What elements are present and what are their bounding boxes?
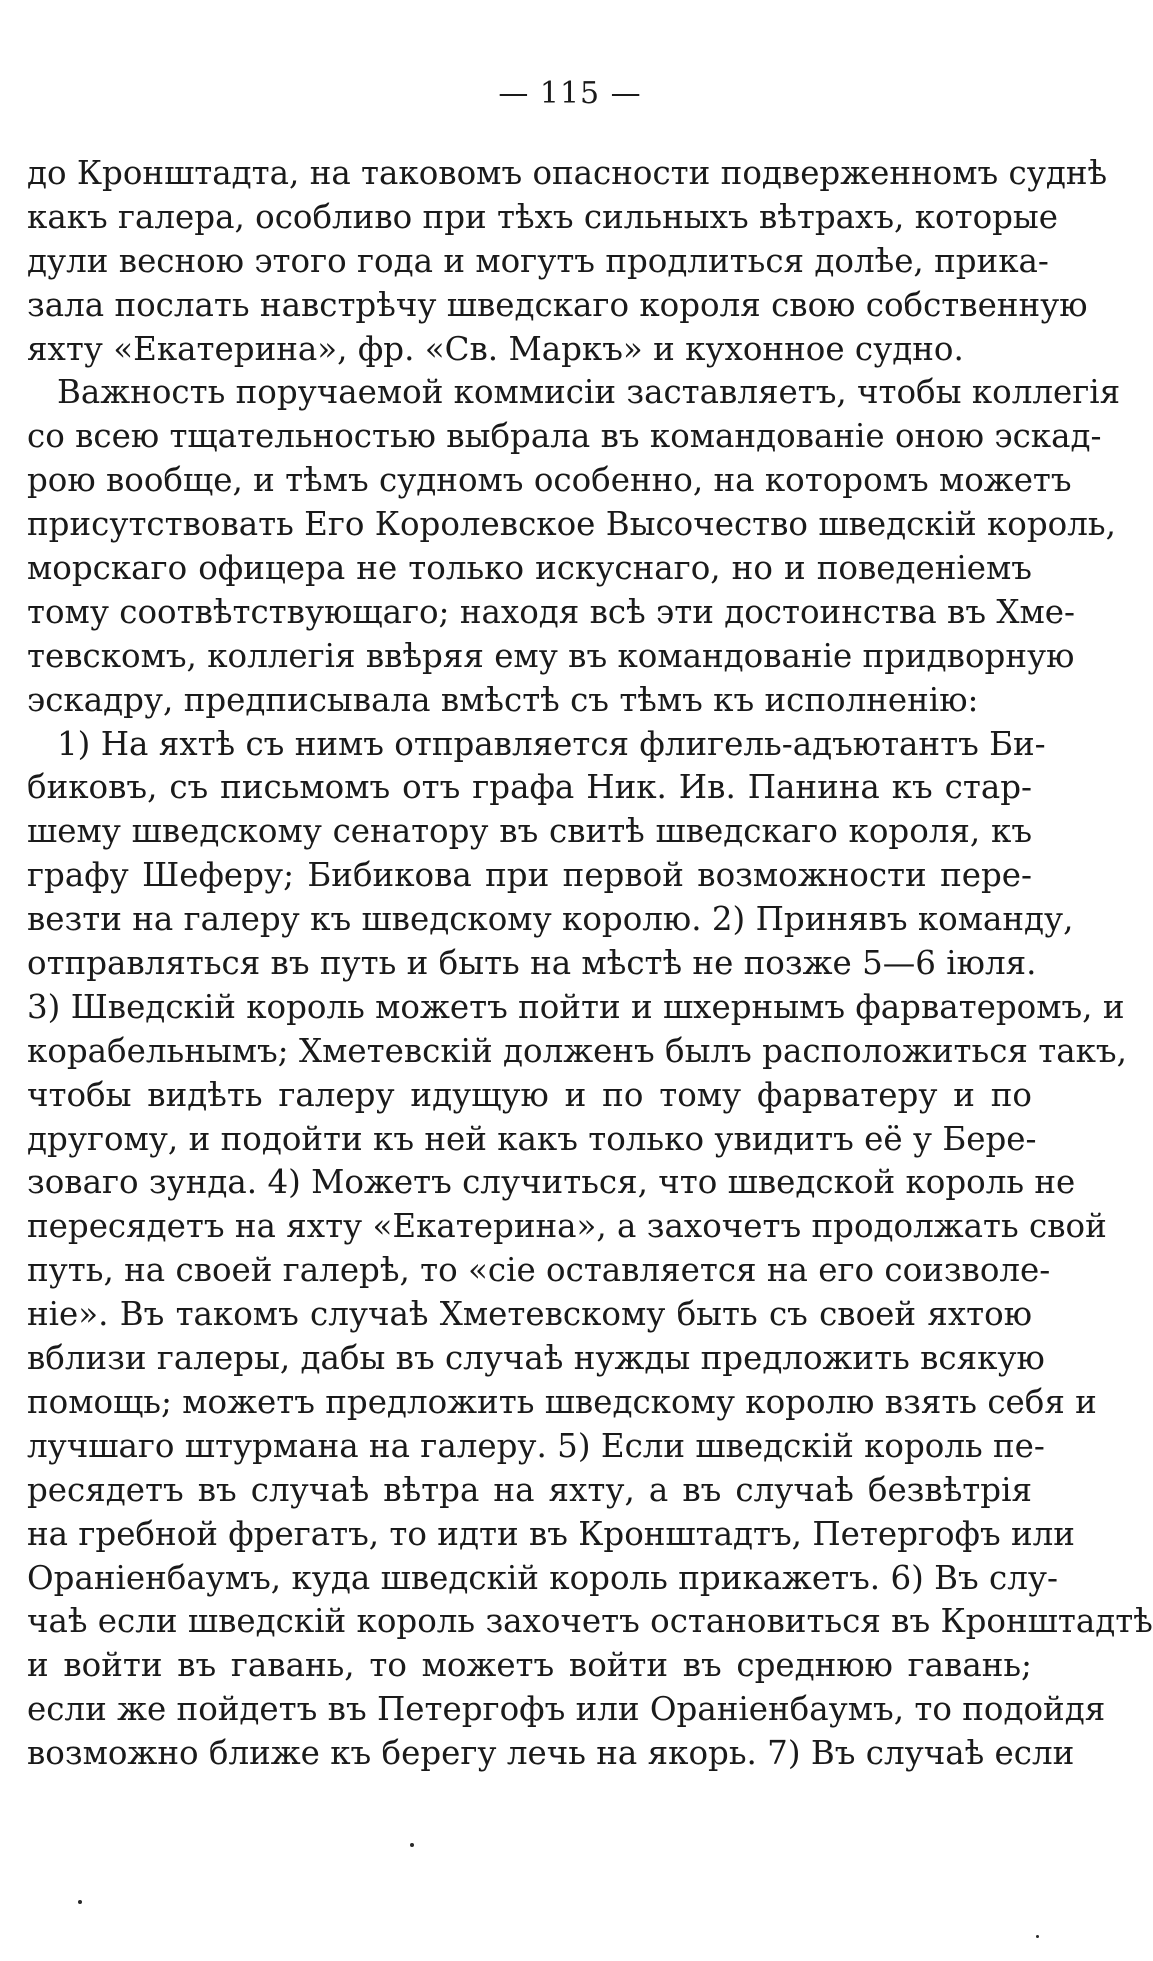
text-line: ніе». Въ такомъ случаѣ Хметевскому быть съ своей яхтою: [27, 1295, 1032, 1334]
body-text: [27, 152, 1153, 1776]
text-line: путь, на своей галерѣ, то «сіе оставляется на его соизволе-: [27, 1251, 1051, 1290]
text-line: 1) На яхтѣ съ нимъ отправляется флигель-адъютантъ Би-: [57, 724, 1046, 763]
text-line: до Кронштадта, на таковомъ опасности подверженномъ суднѣ: [27, 154, 1108, 192]
text-line: чтобы видѣть галеру идущую и по тому фарватеру и по: [27, 1075, 1032, 1114]
text-line: эскадру, предписывала вмѣстѣ съ тѣмъ къ исполненію:: [27, 680, 979, 719]
text-line: ресядетъ въ случаѣ вѣтра на яхту, а въ случаѣ безвѣтрія: [27, 1470, 1032, 1509]
text-line: везти на галеру къ шведскому королю. 2) Принявъ команду,: [27, 900, 1074, 939]
text-line: тому соотвѣтствующаго; находя всѣ эти достоинства въ Хме-: [27, 592, 1075, 631]
text-line: зала послать навстрѣчу шведскаго короля свою собственную: [27, 285, 1088, 324]
text-line: зоваго зунда. 4) Можетъ случиться, что шведской король не: [27, 1163, 1076, 1202]
text-line: корабельнымъ; Хметевскій долженъ былъ расположиться такъ,: [27, 1031, 1127, 1070]
text-line: если же пойдетъ въ Петергофъ или Ораніенбаумъ, то подойдя: [27, 1690, 1106, 1729]
print-speck: [1036, 1935, 1039, 1938]
text-line: и войти въ гавань, то можетъ войти въ среднюю гавань;: [27, 1646, 1032, 1685]
text-line: дули весною этого года и могутъ продлиться долѣе, прика-: [27, 241, 1049, 280]
text-line: отправляться въ путь и быть на мѣстѣ не позже 5—6 іюля.: [27, 944, 1037, 983]
text-line: биковъ, съ письмомъ отъ графа Ник. Ив. Панина къ стар-: [27, 768, 1032, 807]
text-line: со всею тщательностью выбрала въ командованіе оною эскад-: [27, 417, 1102, 456]
print-speck: [410, 1843, 414, 1847]
text-line: возможно ближе къ берегу лечь на якорь. 7) Въ случаѣ если: [27, 1734, 1075, 1773]
text-line: морскаго офицера не только искуснаго, но и поведеніемъ: [27, 549, 1032, 588]
text-line: какъ галера, особливо при тѣхъ сильныхъ вѣтрахъ, которые: [27, 197, 1059, 236]
text-line: вблизи галеры, дабы въ случаѣ нужды предложить всякую: [27, 1339, 1045, 1378]
text-line: другому, и подойти къ ней какъ только увидитъ её у Бере-: [27, 1119, 1037, 1158]
text-line: присутствовать Его Королевское Высочество шведскій король,: [27, 505, 1116, 544]
text-line: на гребной фрегатъ, то идти въ Кронштадтъ, Петергофъ или: [27, 1514, 1075, 1553]
text-line: лучшаго штурмана на галеру. 5) Если шведскій король пе-: [27, 1426, 1045, 1465]
text-line: 3) Шведскій король можетъ пойти и шхернымъ фарватеромъ, и: [27, 987, 1125, 1026]
print-speck: [78, 1900, 82, 1904]
text-line: тевскомъ, коллегія ввѣряя ему въ командованіе придворную: [27, 636, 1075, 675]
text-line: яхту «Екатерина», фр. «Св. Маркъ» и кухонное судно.: [27, 329, 964, 368]
text-line: шему шведскому сенатору въ свитѣ шведскаго короля, къ: [27, 812, 1032, 851]
text-line: пересядетъ на яхту «Екатерина», а захочетъ продолжать свой: [27, 1207, 1107, 1246]
text-line: помощь; можетъ предложить шведскому королю взять себя и: [27, 1382, 1097, 1421]
text-line: чаѣ если шведскій король захочетъ остановиться въ Кронштадтѣ: [27, 1602, 1153, 1641]
text-line: рою вообще, и тѣмъ судномъ особенно, на которомъ можетъ: [27, 461, 1072, 500]
text-line: графу Шеферу; Бибикова при первой возможности пере-: [27, 856, 1032, 895]
page-number: — 115 —: [498, 76, 642, 111]
text-line: Важность поручаемой коммисіи заставляетъ, чтобы коллегія: [57, 373, 1121, 412]
text-line: Ораніенбаумъ, куда шведскій король прикажетъ. 6) Въ слу-: [27, 1558, 1058, 1597]
